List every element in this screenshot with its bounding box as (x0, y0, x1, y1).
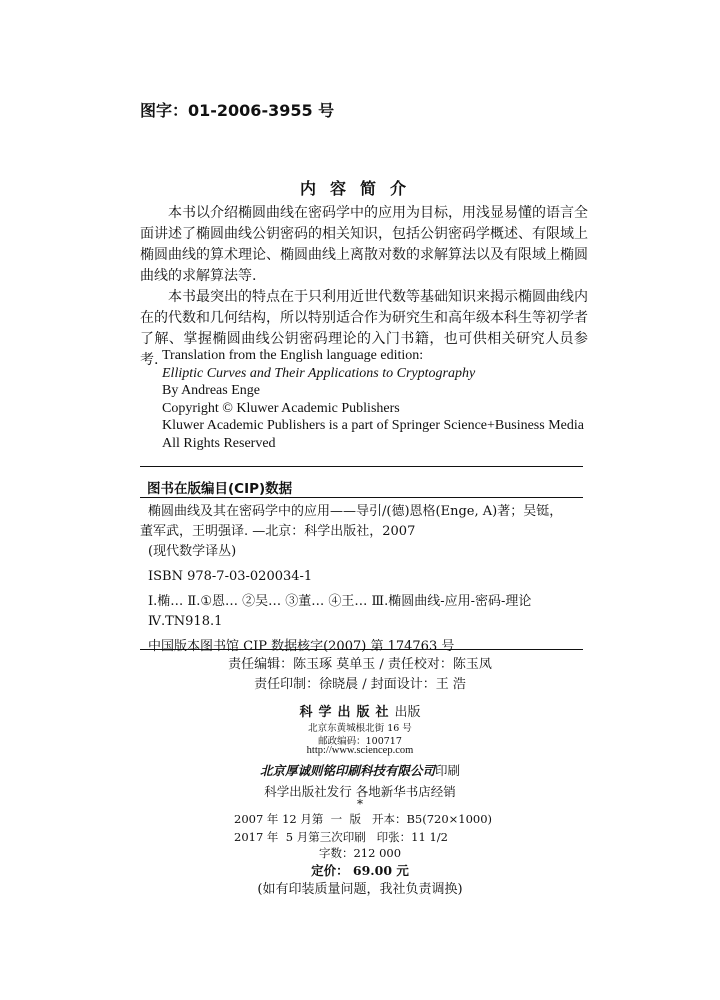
summary-paragraph-1: 本书以介绍椭圆曲线在密码学中的应用为目标，用浅显易懂的语言全面讲述了椭圆曲线公钥密码的相关知识，包括公钥密码学概述、有限域上椭圆曲线的算术理论、椭圆曲线上离散对数的求解算法以及有限域上椭圆曲线的求解算法等. (140, 205, 588, 284)
publisher-name (0, 701, 720, 720)
content-summary-title: 内容简介 (299, 179, 420, 198)
translation-notice (162, 347, 584, 453)
production-credits: 责任印制：徐晓晨 / 封面设计：王 浩 (254, 677, 466, 692)
publisher-note-line: Kluwer Academic Publishers is a part of Springer Science+Business Media (162, 418, 584, 434)
cip-bottom-rule (140, 649, 583, 650)
translation-line: Translation from the English language edition: (162, 348, 424, 363)
cip-record-number: 中国版本图书馆 CIP 数据核字(2007) 第 174763 号 (148, 639, 455, 654)
publisher-name-suffix: 出版 (394, 705, 421, 720)
copyright-line: Copyright © Kluwer Academic Publishers (162, 400, 400, 416)
separator-star: * (357, 797, 363, 811)
cip-translator-line: 董军武，王明强译. —北京：科学出版社，2007 (140, 524, 416, 539)
printer-name (0, 761, 720, 779)
author-line: By Andreas Enge (162, 383, 260, 399)
edition-info (234, 810, 492, 846)
publisher-address: 北京东黄城根北街 16 号 (308, 723, 412, 734)
distribution-line: 科学出版社发行 各地新华书店经销 (264, 784, 456, 799)
publisher-name-text: 科学出版社 (299, 705, 395, 720)
cip-record (140, 502, 583, 657)
cip-heading: 图书在版编目(CIP)数据 (147, 481, 293, 497)
rights-line: All Rights Reserved (162, 435, 276, 451)
price: 定价： 69.00 元 (311, 863, 409, 878)
original-book-title: Elliptic Curves and Their Applications to Cryptography (162, 365, 476, 381)
editor-credits: 责任编辑：陈玉琢 莫单玉 / 责任校对：陈玉凤 (228, 657, 492, 672)
cip-heading-rule (140, 497, 583, 498)
edition-line-1: 2007 年 12 月第 一 版 开本：B5(720×1000) (234, 812, 493, 826)
cip-title-line: 椭圆曲线及其在密码学中的应用——导引/(德)恩格(Enge, A)著；吴铤， (148, 504, 563, 519)
cip-isbn: ISBN 978-7-03-020034-1 (148, 569, 313, 584)
cip-top-rule (140, 466, 583, 467)
publisher-postcode: 邮政编码：100717 (318, 736, 402, 747)
publisher-url: http://www.sciencep.com (306, 745, 414, 756)
cip-classification-2: Ⅳ.TN918.1 (148, 614, 223, 629)
printer-name-suffix: 印刷 (435, 763, 461, 778)
summary-paragraph-2: 本书最突出的特点在于只利用近世代数等基础知识来揭示椭圆曲线内在的代数和几何结构，所以特别适合作为研究生和高年级本科生等初学者了解、掌握椭圆曲线公钥密码理论的入门书籍，也可供相关研究人员参考. (140, 289, 588, 368)
word-count: 字数：212 000 (318, 846, 402, 860)
quality-note: (如有印装质量问题，我社负责调换) (257, 882, 463, 897)
printer-name-text: 北京厚诚则铭印刷科技有限公司 (259, 763, 435, 778)
edition-line-2: 2017 年 5 月第三次印刷 印张：11 1/2 (234, 830, 448, 844)
registration-number: 图字：01-2006-3955 号 (140, 101, 335, 120)
cip-series-line: (现代数学译丛) (148, 544, 237, 559)
cip-classification-1: Ⅰ.椭… Ⅱ.①恩… ②吴… ③董… ④王… Ⅲ.椭圆曲线-应用-密码-理论 (148, 594, 532, 609)
